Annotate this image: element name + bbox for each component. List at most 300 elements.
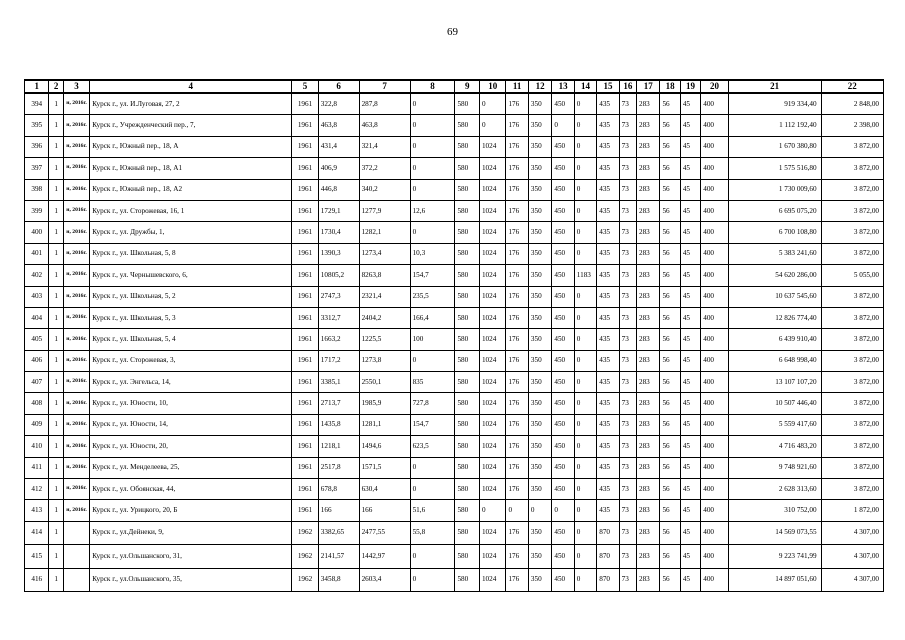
table-cell: 1961 xyxy=(292,115,319,136)
table-cell: 580 xyxy=(455,329,479,350)
table-cell: н, 2016г. xyxy=(63,393,90,414)
table-cell: 283 xyxy=(636,568,659,591)
table-cell: 400 xyxy=(701,414,729,435)
table-cell: 400 xyxy=(701,521,729,544)
register-table xyxy=(24,79,884,592)
table-cell: 283 xyxy=(636,545,659,568)
table-cell: 1 xyxy=(49,545,63,568)
table-cell: 350 xyxy=(528,265,551,286)
table-cell: 400 xyxy=(701,372,729,393)
table-cell: 45 xyxy=(680,265,700,286)
table-cell: Курск г., Южный пер., 18, А xyxy=(90,136,292,157)
table-cell: Курск г., ул. Школьная, 5, 3 xyxy=(90,307,292,328)
table-cell: 435 xyxy=(597,307,619,328)
table-cell: 3 872,00 xyxy=(821,393,883,414)
table-cell: 56 xyxy=(660,500,680,521)
table-cell: 283 xyxy=(636,436,659,457)
table-cell: Курск г., ул. Школьная, 5, 4 xyxy=(90,329,292,350)
column-header: 2 xyxy=(49,80,63,93)
table-cell: 580 xyxy=(455,222,479,243)
table-cell: 2603,4 xyxy=(359,568,410,591)
table-cell: 56 xyxy=(660,243,680,264)
table-cell: 14 569 073,55 xyxy=(728,521,821,544)
table-cell: 450 xyxy=(552,521,574,544)
table-cell: 1961 xyxy=(292,372,319,393)
table-cell: 176 xyxy=(506,329,528,350)
table-cell: 1442,97 xyxy=(359,545,410,568)
column-header: 11 xyxy=(506,80,528,93)
table-cell: 1961 xyxy=(292,414,319,435)
table-cell: 45 xyxy=(680,286,700,307)
table-cell: 6 695 075,20 xyxy=(728,200,821,221)
column-header: 9 xyxy=(455,80,479,93)
table-cell: 3458,8 xyxy=(318,568,359,591)
table-cell: 398 xyxy=(25,179,49,200)
table-cell: 73 xyxy=(619,179,636,200)
column-header: 12 xyxy=(528,80,551,93)
table-cell: 400 xyxy=(701,545,729,568)
table-cell: 450 xyxy=(552,243,574,264)
table-cell: 1281,1 xyxy=(359,414,410,435)
table-cell: 3 872,00 xyxy=(821,436,883,457)
table-cell: 283 xyxy=(636,479,659,500)
table-cell: 3382,65 xyxy=(318,521,359,544)
table-cell: 176 xyxy=(506,372,528,393)
table-cell: 73 xyxy=(619,286,636,307)
table-cell: 283 xyxy=(636,521,659,544)
table-cell: 56 xyxy=(660,115,680,136)
table-cell: 3 872,00 xyxy=(821,479,883,500)
table-cell: 1571,5 xyxy=(359,457,410,478)
table-cell: 1 872,00 xyxy=(821,500,883,521)
table-cell: 45 xyxy=(680,436,700,457)
table-cell: 56 xyxy=(660,179,680,200)
table-cell: 6 439 910,40 xyxy=(728,329,821,350)
table-cell: 435 xyxy=(597,243,619,264)
table-cell: 0 xyxy=(479,115,506,136)
table-cell: 283 xyxy=(636,136,659,157)
table-cell: 1729,1 xyxy=(318,200,359,221)
table-cell: Курск г., ул. Обоянская, 44, xyxy=(90,479,292,500)
column-header: 6 xyxy=(318,80,359,93)
table-cell: 0 xyxy=(574,329,596,350)
table-cell: 400 xyxy=(701,286,729,307)
table-cell: 5 055,00 xyxy=(821,265,883,286)
table-cell: 283 xyxy=(636,93,659,115)
table-cell: 176 xyxy=(506,521,528,544)
table-cell: 73 xyxy=(619,545,636,568)
table-cell: 283 xyxy=(636,329,659,350)
table-cell: 1277,9 xyxy=(359,200,410,221)
table-cell: 400 xyxy=(701,158,729,179)
table-cell: 73 xyxy=(619,372,636,393)
table-cell: 45 xyxy=(680,136,700,157)
table-cell: 1961 xyxy=(292,286,319,307)
table-cell: 415 xyxy=(25,545,49,568)
table-cell xyxy=(63,545,90,568)
page-number: 69 xyxy=(447,26,458,38)
table-cell: 1024 xyxy=(479,200,506,221)
table-cell: 176 xyxy=(506,568,528,591)
table-cell: 0 xyxy=(574,222,596,243)
table-row xyxy=(25,179,884,200)
table-cell: 1 xyxy=(49,372,63,393)
table-cell: 1961 xyxy=(292,200,319,221)
table-cell: 1961 xyxy=(292,436,319,457)
table-cell: 0 xyxy=(528,500,551,521)
table-cell: 406,9 xyxy=(318,158,359,179)
table-cell: 45 xyxy=(680,457,700,478)
table-cell: 870 xyxy=(597,545,619,568)
table-cell: 411 xyxy=(25,457,49,478)
table-row xyxy=(25,545,884,568)
table-cell: 0 xyxy=(574,372,596,393)
table-cell: 0 xyxy=(410,479,455,500)
table-cell: 413 xyxy=(25,500,49,521)
table-cell: 580 xyxy=(455,568,479,591)
table-cell: 1024 xyxy=(479,457,506,478)
table-cell: 1218,1 xyxy=(318,436,359,457)
table-cell: 0 xyxy=(410,457,455,478)
table-cell: н, 2016г. xyxy=(63,372,90,393)
table-cell: 1961 xyxy=(292,329,319,350)
table-cell: 73 xyxy=(619,93,636,115)
table-cell: 4 716 483,20 xyxy=(728,436,821,457)
table-cell: 0 xyxy=(410,115,455,136)
table-row xyxy=(25,372,884,393)
table-row xyxy=(25,265,884,286)
column-header: 17 xyxy=(636,80,659,93)
table-cell: 580 xyxy=(455,393,479,414)
table-cell: 400 xyxy=(701,222,729,243)
table-cell: 435 xyxy=(597,158,619,179)
table-header xyxy=(25,80,884,93)
table-cell: 1961 xyxy=(292,307,319,328)
table-cell: 1 xyxy=(49,222,63,243)
table-cell: 435 xyxy=(597,115,619,136)
table-cell: Курск г., ул. Школьная, 5, 2 xyxy=(90,286,292,307)
table-cell: 431,4 xyxy=(318,136,359,157)
table-cell: 450 xyxy=(552,372,574,393)
table-cell: 407 xyxy=(25,372,49,393)
table-cell: 395 xyxy=(25,115,49,136)
table-cell: 283 xyxy=(636,115,659,136)
table-cell: 283 xyxy=(636,243,659,264)
table-cell: 0 xyxy=(410,136,455,157)
table-cell: 56 xyxy=(660,222,680,243)
table-cell: 350 xyxy=(528,286,551,307)
table-cell: 580 xyxy=(455,545,479,568)
table-cell: 580 xyxy=(455,414,479,435)
table-cell: 580 xyxy=(455,115,479,136)
table-cell: 45 xyxy=(680,115,700,136)
table-cell: 9 748 921,60 xyxy=(728,457,821,478)
table-cell: 0 xyxy=(574,286,596,307)
table-cell: 4 307,00 xyxy=(821,568,883,591)
table-cell: 176 xyxy=(506,545,528,568)
table-cell: 3 872,00 xyxy=(821,200,883,221)
table-cell: 73 xyxy=(619,568,636,591)
table-cell: 397 xyxy=(25,158,49,179)
table-cell: 45 xyxy=(680,179,700,200)
table-cell: 1961 xyxy=(292,393,319,414)
table-cell: 45 xyxy=(680,414,700,435)
table-cell: 0 xyxy=(479,93,506,115)
table-cell: 1 xyxy=(49,436,63,457)
table-cell: 630,4 xyxy=(359,479,410,500)
table-cell: 1961 xyxy=(292,243,319,264)
table-cell: 1024 xyxy=(479,372,506,393)
table-cell: 310 752,00 xyxy=(728,500,821,521)
column-header: 8 xyxy=(410,80,455,93)
table-cell: 1024 xyxy=(479,414,506,435)
table-cell: н, 2016г. xyxy=(63,457,90,478)
table-cell: 1961 xyxy=(292,222,319,243)
table-cell: 1 xyxy=(49,115,63,136)
table-cell: 73 xyxy=(619,222,636,243)
table-cell: 1 730 009,60 xyxy=(728,179,821,200)
table-cell: 350 xyxy=(528,158,551,179)
table-cell: 1282,1 xyxy=(359,222,410,243)
table-cell: 1717,2 xyxy=(318,350,359,371)
table-cell: 2 848,00 xyxy=(821,93,883,115)
table-cell: 435 xyxy=(597,393,619,414)
table-cell: 154,7 xyxy=(410,414,455,435)
table-cell: 176 xyxy=(506,307,528,328)
table-cell: Курск г., ул.Ольшанского, 31, xyxy=(90,545,292,568)
column-header: 3 xyxy=(63,80,90,93)
table-cell: 45 xyxy=(680,350,700,371)
table-cell: 435 xyxy=(597,222,619,243)
table-cell: 73 xyxy=(619,329,636,350)
table-cell: 4 307,00 xyxy=(821,521,883,544)
table-cell: 400 xyxy=(701,457,729,478)
table-cell: 9 223 741,99 xyxy=(728,545,821,568)
table-cell: 176 xyxy=(506,350,528,371)
table-cell: 10,3 xyxy=(410,243,455,264)
table-cell: 56 xyxy=(660,158,680,179)
table-cell: 450 xyxy=(552,93,574,115)
table-cell: 400 xyxy=(701,393,729,414)
table-cell: 350 xyxy=(528,414,551,435)
table-cell: 2 628 313,60 xyxy=(728,479,821,500)
table-cell: 0 xyxy=(574,93,596,115)
table-cell: 73 xyxy=(619,393,636,414)
table-cell: 0 xyxy=(574,393,596,414)
table-cell: 399 xyxy=(25,200,49,221)
table-cell: 2550,1 xyxy=(359,372,410,393)
table-cell: 51,6 xyxy=(410,500,455,521)
table-cell: 450 xyxy=(552,222,574,243)
table-cell: 450 xyxy=(552,479,574,500)
table-cell: 414 xyxy=(25,521,49,544)
table-cell: 73 xyxy=(619,307,636,328)
table-cell: 400 xyxy=(701,243,729,264)
table-cell: 176 xyxy=(506,222,528,243)
table-cell xyxy=(63,521,90,544)
table-cell: 0 xyxy=(574,307,596,328)
table-cell: 4 307,00 xyxy=(821,545,883,568)
table-cell: 450 xyxy=(552,307,574,328)
table-cell: 400 xyxy=(701,265,729,286)
table-row xyxy=(25,158,884,179)
table-cell: 176 xyxy=(506,414,528,435)
table-cell: 0 xyxy=(574,136,596,157)
table-cell: 580 xyxy=(455,500,479,521)
table-cell: Курск г., Южный пер., 18, А1 xyxy=(90,158,292,179)
table-cell: н, 2016г. xyxy=(63,115,90,136)
table-cell: 283 xyxy=(636,457,659,478)
table-cell: 403 xyxy=(25,286,49,307)
table-row xyxy=(25,457,884,478)
table-cell: 580 xyxy=(455,93,479,115)
table-cell: 1225,5 xyxy=(359,329,410,350)
table-cell: 10 507 446,40 xyxy=(728,393,821,414)
table-cell: 56 xyxy=(660,307,680,328)
table-cell: н, 2016г. xyxy=(63,158,90,179)
table-cell: 176 xyxy=(506,436,528,457)
table-cell: 3 872,00 xyxy=(821,329,883,350)
table-cell: 176 xyxy=(506,136,528,157)
table-cell: 678,8 xyxy=(318,479,359,500)
table-cell: 1024 xyxy=(479,286,506,307)
table-cell: 45 xyxy=(680,568,700,591)
table-cell: 3 872,00 xyxy=(821,372,883,393)
table-cell: Курск г., ул. Энгельса, 14, xyxy=(90,372,292,393)
table-cell: 12,6 xyxy=(410,200,455,221)
table-cell: 350 xyxy=(528,393,551,414)
table-cell: 350 xyxy=(528,350,551,371)
column-header: 16 xyxy=(619,80,636,93)
table-row xyxy=(25,243,884,264)
table-cell: н, 2016г. xyxy=(63,436,90,457)
table-cell: 73 xyxy=(619,158,636,179)
table-cell: 580 xyxy=(455,158,479,179)
table-row xyxy=(25,307,884,328)
table-cell: 3 872,00 xyxy=(821,136,883,157)
table-cell: 73 xyxy=(619,436,636,457)
table-cell: Курск г., Южный пер., 18, А2 xyxy=(90,179,292,200)
table-cell: 450 xyxy=(552,286,574,307)
table-cell: 350 xyxy=(528,93,551,115)
table-cell: 3 872,00 xyxy=(821,350,883,371)
table-cell: 10 637 545,60 xyxy=(728,286,821,307)
table-cell: 0 xyxy=(552,115,574,136)
table-cell: 0 xyxy=(410,179,455,200)
table-cell: н, 2016г. xyxy=(63,307,90,328)
table-cell: 1 xyxy=(49,521,63,544)
table-cell: 435 xyxy=(597,414,619,435)
table-cell: 1024 xyxy=(479,179,506,200)
table-cell: 1961 xyxy=(292,479,319,500)
table-cell: 350 xyxy=(528,243,551,264)
table-cell: н, 2016г. xyxy=(63,350,90,371)
table-cell: 0 xyxy=(410,93,455,115)
table-cell: 176 xyxy=(506,479,528,500)
table-row xyxy=(25,436,884,457)
table-cell: 0 xyxy=(410,158,455,179)
table-cell: 406 xyxy=(25,350,49,371)
table-cell: 580 xyxy=(455,286,479,307)
table-cell: 435 xyxy=(597,350,619,371)
table-cell: н, 2016г. xyxy=(63,329,90,350)
table-cell: 1 xyxy=(49,158,63,179)
table-cell: 45 xyxy=(680,200,700,221)
table-cell: 55,8 xyxy=(410,521,455,544)
table-cell: 404 xyxy=(25,307,49,328)
table-cell: Курск г., ул. Юности, 14, xyxy=(90,414,292,435)
table-cell: 287,8 xyxy=(359,93,410,115)
table-cell: 283 xyxy=(636,265,659,286)
table-cell: 1024 xyxy=(479,393,506,414)
table-cell: 56 xyxy=(660,545,680,568)
table-cell: 100 xyxy=(410,329,455,350)
table-cell: 1390,3 xyxy=(318,243,359,264)
table-cell: 412 xyxy=(25,479,49,500)
table-cell: 1024 xyxy=(479,545,506,568)
table-cell: 2404,2 xyxy=(359,307,410,328)
table-cell: 283 xyxy=(636,179,659,200)
table-cell: 1024 xyxy=(479,479,506,500)
table-row xyxy=(25,414,884,435)
table-cell: 2141,57 xyxy=(318,545,359,568)
table-cell: 435 xyxy=(597,179,619,200)
table-cell: 0 xyxy=(574,414,596,435)
table-cell: 3 872,00 xyxy=(821,307,883,328)
table-cell: 283 xyxy=(636,350,659,371)
table-cell: 400 xyxy=(701,93,729,115)
table-cell: 56 xyxy=(660,329,680,350)
table-cell: 623,5 xyxy=(410,436,455,457)
table-cell: 401 xyxy=(25,243,49,264)
table-cell: 1 xyxy=(49,479,63,500)
table-row xyxy=(25,136,884,157)
table-cell: 450 xyxy=(552,414,574,435)
table-cell: 73 xyxy=(619,500,636,521)
table-cell: 56 xyxy=(660,136,680,157)
table-cell: н, 2016г. xyxy=(63,93,90,115)
table-cell: Курск г., ул. И.Луговая, 27, 2 xyxy=(90,93,292,115)
table-cell: 176 xyxy=(506,393,528,414)
table-row xyxy=(25,222,884,243)
table-cell: 580 xyxy=(455,521,479,544)
table-cell: 0 xyxy=(574,521,596,544)
table-cell: 3 872,00 xyxy=(821,158,883,179)
table-cell: 350 xyxy=(528,372,551,393)
table-cell: 1962 xyxy=(292,521,319,544)
table-cell: 56 xyxy=(660,265,680,286)
table-cell: 1183 xyxy=(574,265,596,286)
table-cell: 56 xyxy=(660,372,680,393)
table-cell: 45 xyxy=(680,93,700,115)
table-cell: 45 xyxy=(680,329,700,350)
column-header: 13 xyxy=(552,80,574,93)
table-cell: 400 xyxy=(701,307,729,328)
table-cell: 435 xyxy=(597,265,619,286)
table-cell: 1 xyxy=(49,393,63,414)
table-cell: 3 872,00 xyxy=(821,414,883,435)
table-cell: Курск г., Учрежденческий пер., 7, xyxy=(90,115,292,136)
table-cell: 3312,7 xyxy=(318,307,359,328)
table-cell: Курск г., ул.Ольшанского, 35, xyxy=(90,568,292,591)
table-cell: н, 2016г. xyxy=(63,414,90,435)
table-cell: 56 xyxy=(660,568,680,591)
table-cell: Курск г., ул. Менделеева, 25, xyxy=(90,457,292,478)
table-cell: 13 107 107,20 xyxy=(728,372,821,393)
table-cell: н, 2016г. xyxy=(63,265,90,286)
table-body xyxy=(25,93,884,591)
column-header: 1 xyxy=(25,80,49,93)
